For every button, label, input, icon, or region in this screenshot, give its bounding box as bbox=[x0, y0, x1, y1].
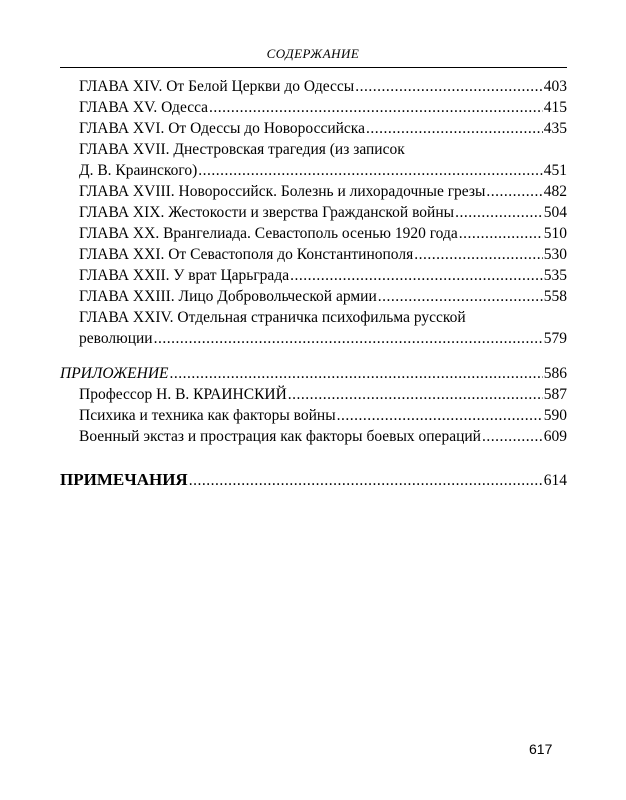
toc-entry-title: Профессор Н. В. КРАИНСКИЙ bbox=[79, 386, 287, 403]
dot-leader bbox=[355, 76, 543, 97]
toc-entry-chapter-21[interactable] bbox=[60, 244, 567, 265]
toc-entry-page: 435 bbox=[543, 120, 567, 137]
dot-leader bbox=[189, 470, 543, 491]
toc-entry-title: революции bbox=[79, 330, 153, 347]
toc-entry-title: Военный экстаз и прострация как факторы боевых операций bbox=[79, 428, 481, 445]
dot-leader bbox=[366, 118, 543, 139]
toc-entry-page: 587 bbox=[543, 386, 567, 403]
dot-leader bbox=[486, 181, 542, 202]
dot-leader bbox=[290, 265, 543, 286]
dot-leader bbox=[209, 97, 543, 118]
toc-entry-chapter-18[interactable] bbox=[60, 181, 567, 202]
dot-leader bbox=[459, 223, 543, 244]
toc-entry-page: 510 bbox=[543, 225, 567, 242]
toc-entry-appendix-item-2[interactable] bbox=[60, 405, 567, 426]
toc-entry-page: 403 bbox=[543, 78, 567, 95]
dot-leader bbox=[169, 363, 542, 384]
toc-entry-chapter-24[interactable] bbox=[60, 328, 567, 349]
toc-entry-title: ГЛАВА XXIII. Лицо Добровольческой армии bbox=[79, 288, 377, 305]
toc-entry-appendix-item-1[interactable] bbox=[60, 384, 567, 405]
toc-entry-title: ГЛАВА XX. Врангелиада. Севастополь осенью 1920 года bbox=[79, 225, 458, 242]
toc-entry-chapter-17-line1[interactable]: ГЛАВА XVII. Днестровская трагедия (из записок bbox=[79, 141, 405, 158]
toc-entry-page: 530 bbox=[543, 246, 567, 263]
toc-entry-title: ГЛАВА XXII. У врат Царьграда bbox=[79, 267, 290, 284]
toc-entry-chapter-19[interactable] bbox=[60, 202, 567, 223]
dot-leader bbox=[337, 405, 543, 426]
toc-entry-title: ПРИЛОЖЕНИЕ bbox=[60, 365, 169, 382]
toc-entry-page: 451 bbox=[543, 162, 567, 179]
dot-leader bbox=[288, 384, 543, 405]
dot-leader bbox=[154, 328, 543, 349]
toc-entry-appendix[interactable] bbox=[60, 363, 567, 384]
toc-entry-chapter-23[interactable] bbox=[60, 286, 567, 307]
toc-entry-title: ГЛАВА XV. Одесса bbox=[79, 99, 209, 116]
toc-entry-title: Психика и техника как факторы войны bbox=[79, 407, 336, 424]
toc-entry-title: ГЛАВА XIX. Жестокости и зверства Гражданской войны bbox=[79, 204, 455, 221]
toc-entry-appendix-item-3[interactable] bbox=[60, 426, 567, 447]
toc-entry-page: 415 bbox=[543, 99, 567, 116]
toc-entry-chapter-22[interactable] bbox=[60, 265, 567, 286]
toc-entry-title: Д. В. Краинского) bbox=[79, 162, 198, 179]
toc-entry-notes[interactable] bbox=[60, 469, 567, 490]
toc-entry-chapter-17[interactable] bbox=[60, 160, 567, 181]
toc-entry-page: 609 bbox=[543, 428, 567, 445]
toc-entry-title: ГЛАВА XIV. От Белой Церкви до Одессы bbox=[79, 78, 355, 95]
toc-entry-page: 504 bbox=[543, 204, 567, 221]
toc-entry-title: ГЛАВА XVIII. Новороссийск. Болезнь и лихорадочные грезы bbox=[79, 183, 486, 200]
toc-entry-page: 558 bbox=[543, 288, 567, 305]
toc-entry-chapter-16[interactable] bbox=[60, 118, 567, 139]
toc-entry-chapter-14[interactable] bbox=[60, 76, 567, 97]
toc-entry-page: 482 bbox=[543, 183, 567, 200]
toc-entry-page: 586 bbox=[543, 365, 567, 382]
toc-entry-chapter-24-line1[interactable]: ГЛАВА XXIV. Отдельная страничка психофильма русской bbox=[79, 309, 466, 326]
page-number: 617 bbox=[529, 741, 553, 757]
dot-leader bbox=[414, 244, 543, 265]
dot-leader bbox=[482, 426, 543, 447]
toc-entry-chapter-15[interactable] bbox=[60, 97, 567, 118]
dot-leader bbox=[198, 160, 543, 181]
dot-leader bbox=[455, 202, 543, 223]
toc-entry-page: 590 bbox=[543, 407, 567, 424]
table-of-contents bbox=[60, 76, 567, 490]
toc-entry-chapter-20[interactable] bbox=[60, 223, 567, 244]
toc-entry-page: 614 bbox=[543, 472, 567, 489]
header-rule bbox=[60, 67, 567, 68]
running-header: СОДЕРЖАНИЕ bbox=[266, 46, 360, 61]
toc-entry-title: ПРИМЕЧАНИЯ bbox=[60, 470, 188, 489]
toc-entry-title: ГЛАВА XVI. От Одессы до Новороссийска bbox=[79, 120, 365, 137]
toc-entry-title: ГЛАВА XXI. От Севастополя до Константинополя bbox=[79, 246, 414, 263]
toc-entry-page: 535 bbox=[543, 267, 567, 284]
toc-entry-page: 579 bbox=[543, 330, 567, 347]
dot-leader bbox=[378, 286, 543, 307]
